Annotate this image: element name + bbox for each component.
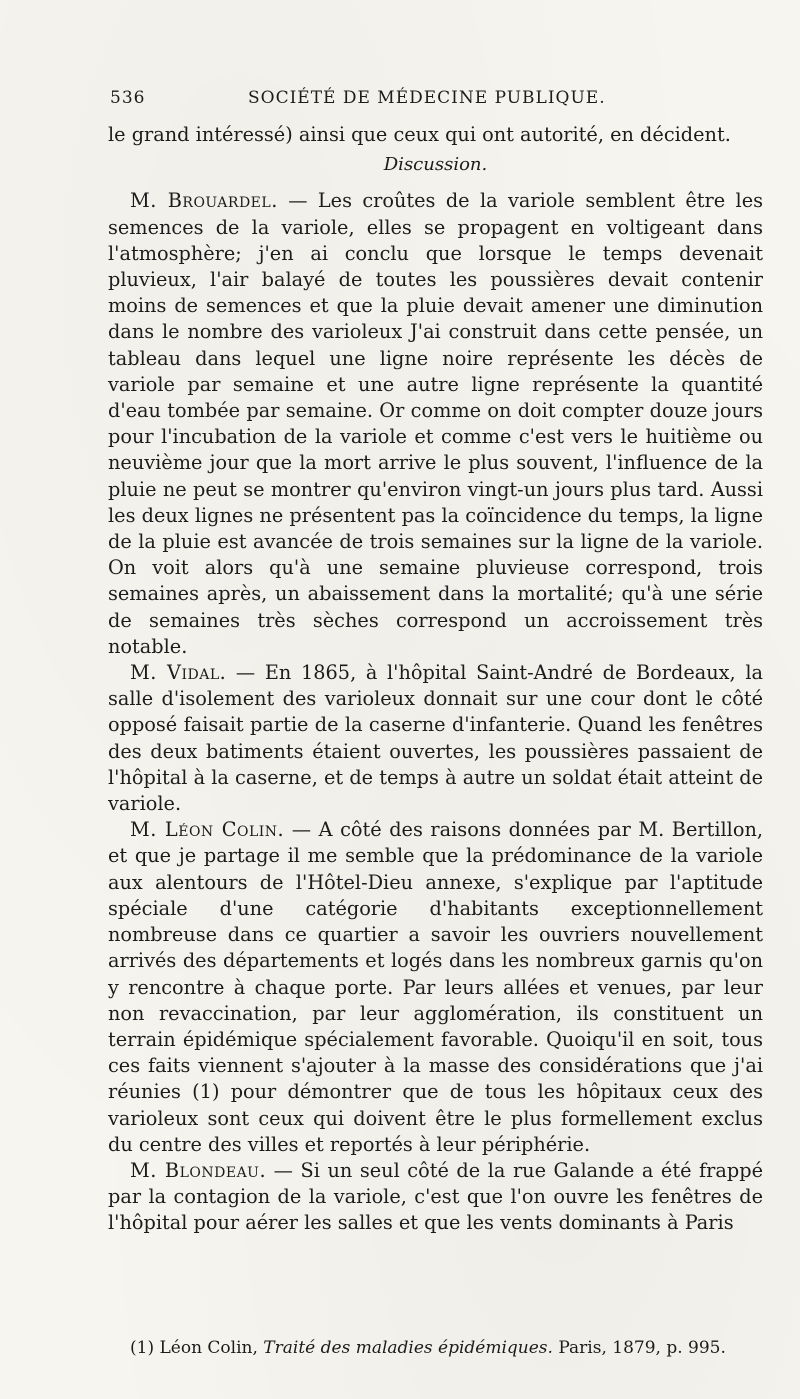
footnote-details: Paris, 1879, p. 995. bbox=[552, 1338, 726, 1358]
footnote-ref: (1) Léon Colin, bbox=[130, 1338, 264, 1358]
intro-paragraph: le grand intéressé) ainsi que ceux qui ont autorité, en décident. bbox=[108, 123, 731, 146]
speaker-name: M. Léon Colin. bbox=[130, 818, 285, 842]
running-title: SOCIÉTÉ DE MÉDECINE PUBLIQUE. bbox=[248, 88, 606, 108]
paragraph-text: — Les croûtes de la variole semblent être les semences de la variole, elles se propagent en voltigeant dans l'atmosphère; j'en ai conclu que lorsque le temps devenait pluvieux, l'air balayé de toutes les poussières devait contenir moins de semences et que la pluie devait amener une diminution dans le nombre des varioleux J'ai construit dans cette pensée, un tableau dans lequel une ligne noire représente les décès de variole par semaine et une autre ligne représente la quantité d'eau tombée par semaine. Or comme on doit compter douze jours pour l'incubation de la variole et comme c'est vers le huitième ou neuvième jour que la mort arrive le plus souvent, l'influence de la pluie ne peut se montrer qu'environ vingt-un jours plus tard. Aussi les deux lignes ne présentent pas la coïncidence du temps, la ligne de la pluie est avancée de trois semaines sur la ligne de la variole. On voit alors qu'à une semaine pluvieuse correspond, trois semaines après, un abaissement dans la mortalité; qu'à une série de semaines très sèches correspond un accroissement très notable. bbox=[108, 189, 764, 658]
speaker-name: M. Brouardel. bbox=[130, 189, 278, 213]
paragraph-colin bbox=[108, 817, 763, 1158]
paragraph-brouardel bbox=[108, 188, 763, 660]
section-heading: Discussion. bbox=[383, 154, 488, 176]
speaker-name: M. Vidal. bbox=[130, 661, 227, 685]
footnote-title: Traité des maladies épidémiques. bbox=[263, 1338, 553, 1358]
paragraph-vidal bbox=[108, 660, 763, 817]
paragraph-blondeau bbox=[108, 1158, 763, 1237]
main-text bbox=[108, 122, 763, 1237]
speaker-name: M. Blondeau. bbox=[130, 1158, 267, 1182]
footnote bbox=[130, 1338, 770, 1358]
paragraph-text: — A côté des raisons données par M. Bertillon, et que je partage il me semble que la prédominance de la variole aux alentours de l'Hôtel-Dieu annexe, s'explique par l'aptitude spéciale d'une catégorie d'habitants exceptionnellement nombreuse dans ce quartier a savoir les ouvriers nouvellement arrivés des départements et logés dans les nombreux garnis qu'on y rencontre à chaque porte. Par leurs allées et venues, par leur non revaccination, par leur agglomération, ils constituent un terrain épidémique spécialement favorable. Quoiqu'il en soit, tous ces faits viennent s'ajouter à la masse des considérations que j'ai réunies (1) pour démontrer que de tous les hôpitaux ceux des varioleux sont ceux qui doivent être le plus formellement exclus du centre des villes et reportés à leur périphérie. bbox=[108, 818, 763, 1156]
running-header bbox=[110, 88, 760, 112]
page-number: 536 bbox=[110, 88, 146, 108]
paragraph-text: — En 1865, à l'hôpital Saint-André de Bordeaux, la salle d'isolement des varioleux donnait sur une cour dont le côté opposé faisait partie de la caserne d'infanterie. Quand les fenêtres des deux batiments étaient ouvertes, les poussières passaient de l'hôpital à la caserne, et de temps à autre un soldat était atteint de variole. bbox=[108, 661, 764, 816]
paragraph-text: — Si un seul côté de la rue Galande a été frappé par la contagion de la variole, c'est que l'on ouvre les fenêtres de l'hôpital pour aérer les salles et que les vents dominants à Paris bbox=[108, 1158, 763, 1235]
